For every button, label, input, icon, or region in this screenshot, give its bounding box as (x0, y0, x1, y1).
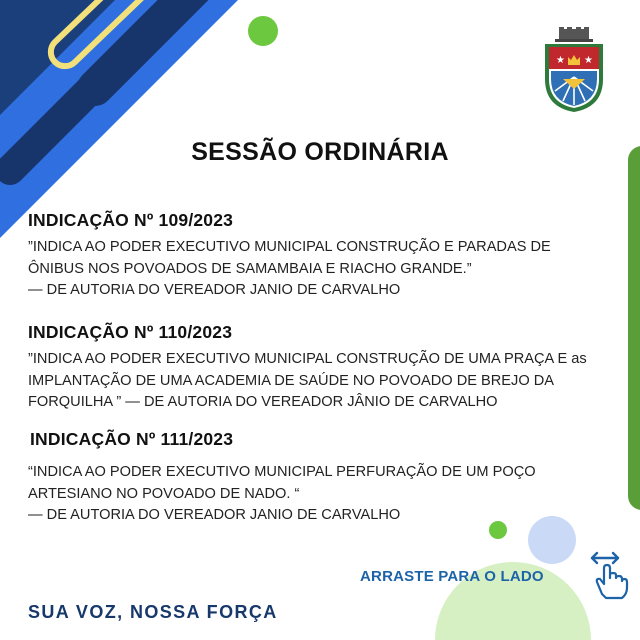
indicacao-line: ”INDICA AO PODER EXECUTIVO MUNICIPAL CONSTRUÇÃO DE UMA PRAÇA E as (28, 351, 587, 367)
green-side-bar (628, 146, 640, 510)
indicacao-author: — DE AUTORIA DO VEREADOR JANIO DE CARVALHO (28, 282, 401, 298)
municipal-crest-icon (541, 27, 607, 113)
slogan: SUA VOZ, NOSSA FORÇA (28, 602, 278, 622)
indicacao-line: FORQUILHA ” — DE AUTORIA DO VEREADOR JÂNIO DE CARVALHO (28, 394, 498, 410)
indicacao-line: ”INDICA AO PODER EXECUTIVO MUNICIPAL CONSTRUÇÃO E PARADAS DE (28, 239, 551, 255)
hand-swipe-icon (588, 548, 630, 600)
indicacao-text (28, 349, 618, 414)
indicacao-heading: INDICAÇÃO Nº 110/2023 (28, 322, 233, 342)
indicacao-111 (28, 429, 618, 527)
indicacao-line: ARTESIANO NO POVOADO DE NADO. “ (28, 485, 300, 502)
indicacao-text (28, 462, 618, 527)
indicacao-line: IMPLANTAÇÃO DE UMA ACADEMIA DE SAÚDE NO POVOADO DE BREJO DA (28, 372, 555, 389)
page-title: SESSÃO ORDINÁRIA (191, 138, 449, 166)
indicacao-heading: INDICAÇÃO Nº 109/2023 (28, 210, 234, 230)
indicacao-line: ÔNIBUS NOS POVOADOS DE SAMAMBAIA E RIACHO GRANDE.” (28, 260, 472, 277)
indicacao-author: — DE AUTORIA DO VEREADOR JANIO DE CARVALHO (28, 507, 401, 523)
indicacao-line: “INDICA AO PODER EXECUTIVO MUNICIPAL PERFURAÇÃO DE UM POÇO (28, 464, 536, 480)
indicacao-heading: INDICAÇÃO Nº 111/2023 (30, 429, 234, 449)
svg-text:★: ★ (584, 55, 593, 66)
indicacao-109 (28, 210, 618, 302)
green-dot-top (248, 16, 278, 46)
indicacao-text (28, 237, 618, 302)
indicacao-110 (28, 322, 618, 414)
svg-text:★: ★ (556, 55, 565, 66)
swipe-label: ARRASTE PARA O LADO (360, 568, 544, 585)
